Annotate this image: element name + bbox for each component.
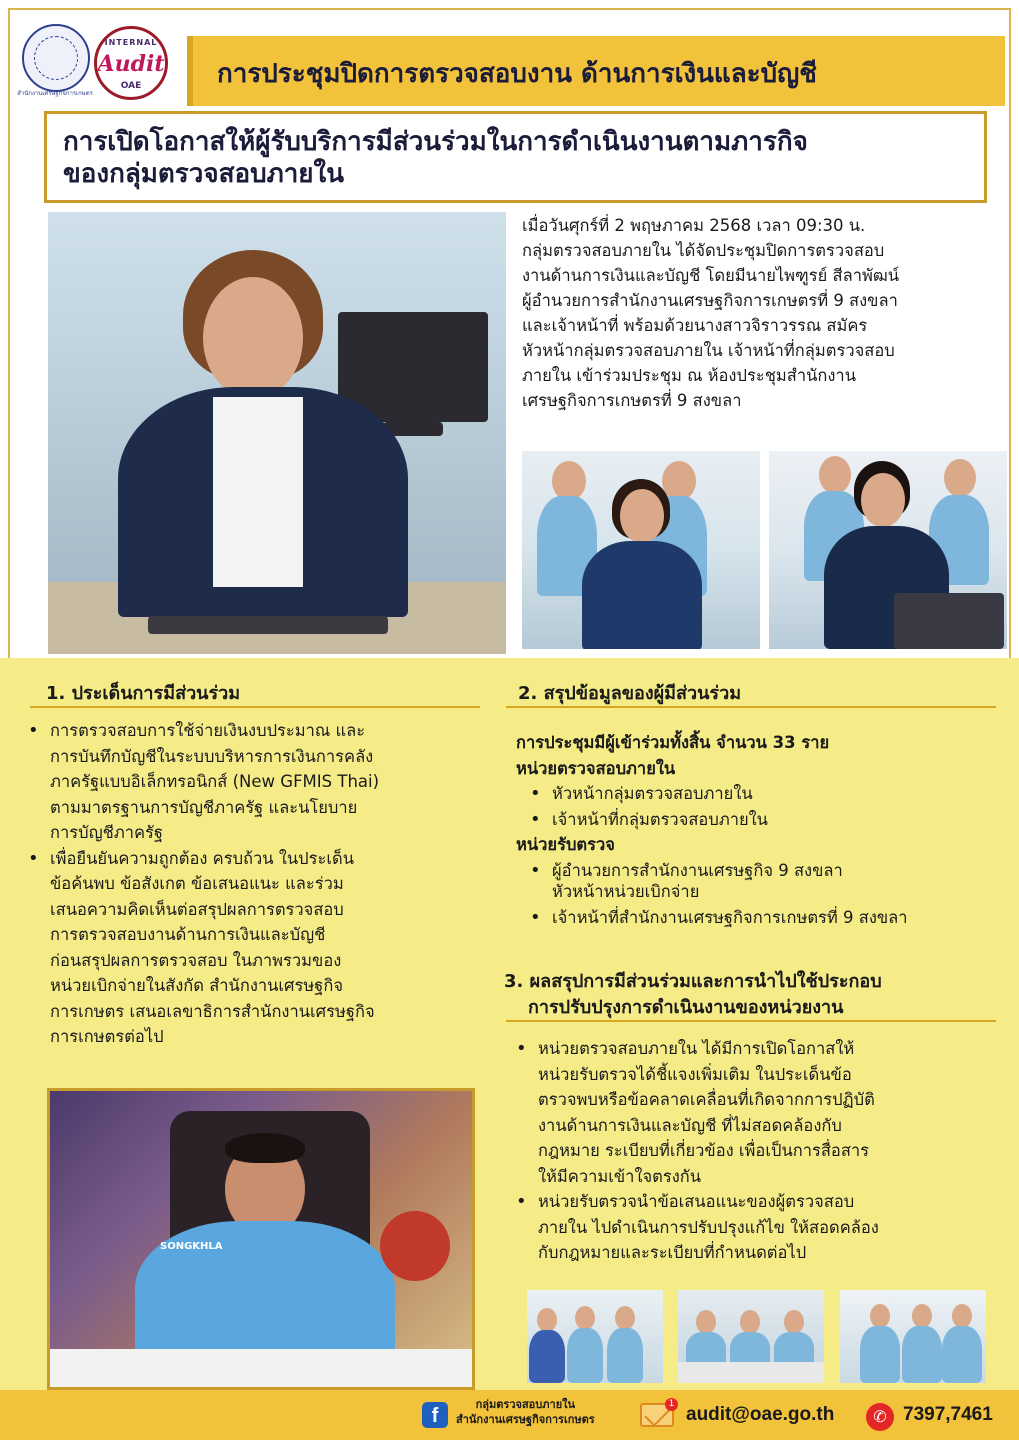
section-2-heading: 2. สรุปข้อมูลของผู้มีส่วนร่วม bbox=[518, 683, 742, 704]
photo-meeting-participant-1 bbox=[522, 451, 760, 649]
email-notification-badge: 1 bbox=[665, 1398, 678, 1411]
shirt-text: SONGKHLA bbox=[160, 1241, 223, 1252]
section-3-bullet-1: • หน่วยตรวจสอบภายใน ได้มีการเปิดโอกาสให้ หน่วยรับตรวจได้ชี้แจงเพิ่มเติม ในประเด็นข้อ ตรวจพบหรือข้อคลาดเคลื่อนที่เกิดจากการปฏิบัติ งานด้านการเงินและบัญชี ที่ไม่สอดคล้องกับ กฎหมาย ระเบียบที่เกี่ยวข้อง เพื่อเป็นการสื่อสาร ให้มีความเข้าใจตรงกัน bbox=[510, 1036, 1000, 1189]
group-internal-audit-item: • หัวหน้ากลุ่มตรวจสอบภายใน bbox=[516, 781, 996, 807]
photo-group-3 bbox=[840, 1290, 986, 1383]
group-internal-audit-item: • เจ้าหน้าที่กลุ่มตรวจสอบภายใน bbox=[516, 807, 996, 833]
photo-group-1 bbox=[527, 1290, 663, 1383]
intro-paragraph: เมื่อวันศุกร์ที่ 2 พฤษภาคม 2568 เวลา 09:30 น. กลุ่มตรวจสอบภายใน ได้จัดประชุมปิดการตรวจสอบ งานด้านการเงินและบัญชี โดยมีนายไพฑูรย์ สีลาพัฒน์ ผู้อำนวยการสำนักงานเศรษฐกิจการเกษตรที่ 9 สงขลา และเจ้าหน้าที่ พร้อมด้วยนางสาวจิราวรรณ สมัคร หัวหน้ากลุ่มตรวจสอบภายใน เจ้าหน้าที่กลุ่มตรวจสอบ ภายใน เข้าร่วมประชุม ณ ห้องประชุมสำนักงาน เศรษฐกิจการเกษตรที่ 9 สงขลา bbox=[522, 216, 900, 410]
section-3-bullet-2: • หน่วยรับตรวจนำข้อเสนอแนะของผู้ตรวจสอบ ภายใน ไปดำเนินการปรับปรุงแก้ไข ให้สอดคล้อง กับกฎหมายและระเบียบที่กำหนดต่อไป bbox=[510, 1189, 1000, 1266]
section-3-bullets bbox=[510, 1036, 1000, 1266]
section-1-bullet-2: • เพื่อยืนยันความถูกต้อง ครบถ้วน ในประเด็น ข้อค้นพบ ข้อสังเกต ข้อเสนอแนะ และร่วม เสนอความคิดเห็นต่อสรุปผลการตรวจสอบ การตรวจสอบงานด้านการเงินและบัญชี ก่อนสรุปผลการตรวจสอบ ในภาพรวมของ หน่วยเบิกจ่ายในสังกัด สำนักงานเศรษฐกิจ การเกษตร เสนอเลขาธิการสำนักงานเศรษฐกิจ การเกษตรต่อไป bbox=[22, 846, 482, 1050]
email-address[interactable]: audit@oae.go.th bbox=[686, 1404, 835, 1425]
facebook-icon[interactable]: f bbox=[422, 1402, 448, 1428]
section-1-heading: 1. ประเด็นการมีส่วนร่วม bbox=[46, 683, 241, 704]
internal-audit-logo: INTERNAL Audit OAE bbox=[94, 26, 168, 100]
group-auditee-title: หน่วยรับตรวจ bbox=[516, 835, 615, 854]
section-3-heading-line-2: การปรับปรุงการดำเนินงานของหน่วยงาน bbox=[528, 997, 844, 1018]
photo-group-2 bbox=[678, 1290, 824, 1383]
group-auditee-item: • เจ้าหน้าที่สำนักงานเศรษฐกิจการเกษตรที่ 9 สงขลา bbox=[516, 905, 996, 931]
section-2-summary bbox=[516, 730, 996, 930]
subtitle-line-2: ของกลุ่มตรวจสอบภายใน bbox=[63, 159, 345, 189]
group-internal-audit-title: หน่วยตรวจสอบภายใน bbox=[516, 758, 676, 778]
photo-director bbox=[47, 1088, 475, 1390]
section-1-bullets bbox=[22, 718, 482, 1050]
section-3-heading-line-1: 3. ผลสรุปการมีส่วนร่วมและการนำไปใช้ประกอบ bbox=[504, 971, 882, 992]
phone-number[interactable]: 7397,7461 bbox=[903, 1404, 993, 1425]
phone-icon: ✆ bbox=[866, 1403, 894, 1431]
banner-title: การประชุมปิดการตรวจสอบงาน ด้านการเงินและบัญชี bbox=[217, 59, 817, 89]
section-1-rule bbox=[30, 706, 480, 708]
participant-total: การประชุมมีผู้เข้าร่วมทั้งสิ้น จำนวน 33 ราย bbox=[516, 733, 830, 752]
facebook-page-name[interactable]: กลุ่มตรวจสอบภายใน สำนักงานเศรษฐกิจการเกษตร bbox=[456, 1398, 595, 1426]
section-2-rule bbox=[506, 706, 996, 708]
oae-seal-logo bbox=[22, 24, 90, 92]
main-photo-auditor bbox=[48, 212, 506, 654]
header-banner bbox=[187, 36, 1005, 106]
oae-seal-caption: สำนักงานเศรษฐกิจการเกษตร bbox=[17, 90, 93, 97]
subtitle-box bbox=[44, 111, 987, 203]
subtitle-line-1: การเปิดโอกาสให้ผู้รับบริการมีส่วนร่วมในการดำเนินงานตามภารกิจ bbox=[63, 127, 808, 157]
section-3-rule bbox=[506, 1020, 996, 1022]
section-1-bullet-1: • การตรวจสอบการใช้จ่ายเงินงบประมาณ และ การบันทึกบัญชีในระบบบริหารการเงินการคลัง ภาครัฐแบบอิเล็กทรอนิกส์ (New GFMIS Thai) ตามมาตรฐานการบัญชีภาครัฐ และนโยบาย การบัญชีภาครัฐ bbox=[22, 718, 482, 846]
photo-meeting-participant-2 bbox=[769, 451, 1007, 649]
group-auditee-item: • ผู้อำนวยการสำนักงานเศรษฐกิจ 9 สงขลา หัวหน้าหน่วยเบิกจ่าย bbox=[516, 858, 996, 905]
